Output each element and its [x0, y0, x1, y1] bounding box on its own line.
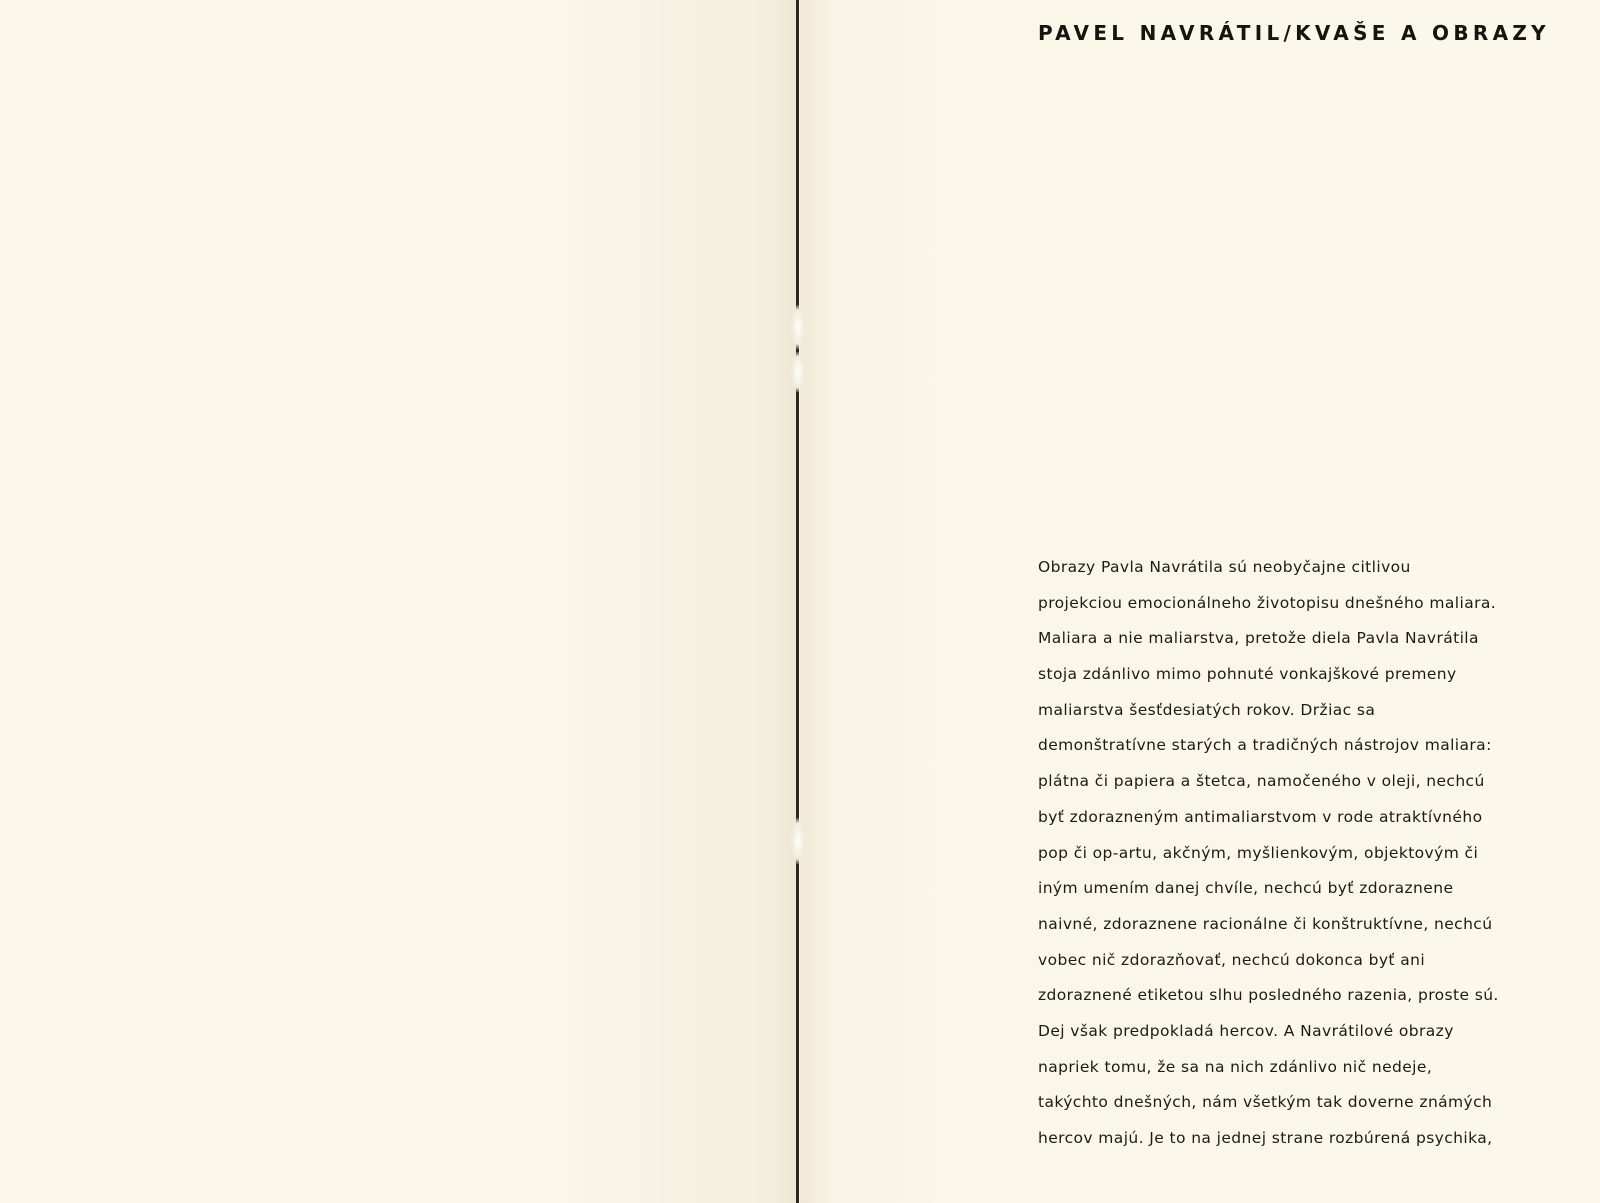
text-line: pop či op-artu, akčným, myšlienkovým, objektovým či: [1038, 843, 1479, 862]
text-line: hercov majú. Je to na jednej strane rozbúrená psychika,: [1038, 1129, 1493, 1147]
book-spine: [796, 0, 799, 1203]
text-line: stoja zdánlivo mimo pohnuté vonkajškové premeny: [1038, 665, 1457, 684]
text-line: naivné, zdoraznene racionálne či konštruktívne, nechcú: [1038, 914, 1493, 933]
text-line: Obrazy Pavla Navrátila sú neobyčajne citlivou: [1038, 558, 1411, 576]
text-line: takýchto dnešných, nám všetkým tak doverne známých: [1038, 1093, 1493, 1112]
page-title: PAVEL NAVRÁTIL/KVAŠE A OBRAZY: [1038, 21, 1550, 45]
binding-stitch: [791, 305, 805, 349]
text-line: zdoraznené etiketou slhu posledného razenia, proste sú.: [1038, 986, 1499, 1005]
text-line: Maliara a nie maliarstva, pretože diela Pavla Navrátila: [1038, 629, 1479, 648]
text-line: iným umením danej chvíle, nechcú byť zdoraznene: [1038, 879, 1454, 898]
left-page: [0, 0, 798, 1203]
text-line: napriek tomu, že sa na nich zdánlivo nič nedeje,: [1038, 1057, 1433, 1076]
text-line: maliarstva šesťdesiatých rokov. Držiac sa: [1038, 700, 1376, 719]
text-line: vobec nič zdorazňovať, nechcú dokonca byť ani: [1038, 950, 1426, 969]
text-line: projekciou emocionálneho životopisu dnešného maliara.: [1038, 593, 1497, 612]
text-line: plátna či papiera a štetca, namočeného v oleji, nechcú: [1038, 772, 1485, 791]
binding-stitch: [791, 352, 805, 392]
binding-stitch: [791, 818, 805, 864]
text-line: byť zdorazneným antimaliarstvom v rode atraktívného: [1038, 807, 1483, 826]
body-paragraph: [1038, 550, 1588, 1157]
text-line: Dej však predpokladá hercov. A Navrátilové obrazy: [1038, 1021, 1454, 1040]
text-line: demonštratívne starých a tradičných nástrojov maliara:: [1038, 736, 1492, 755]
